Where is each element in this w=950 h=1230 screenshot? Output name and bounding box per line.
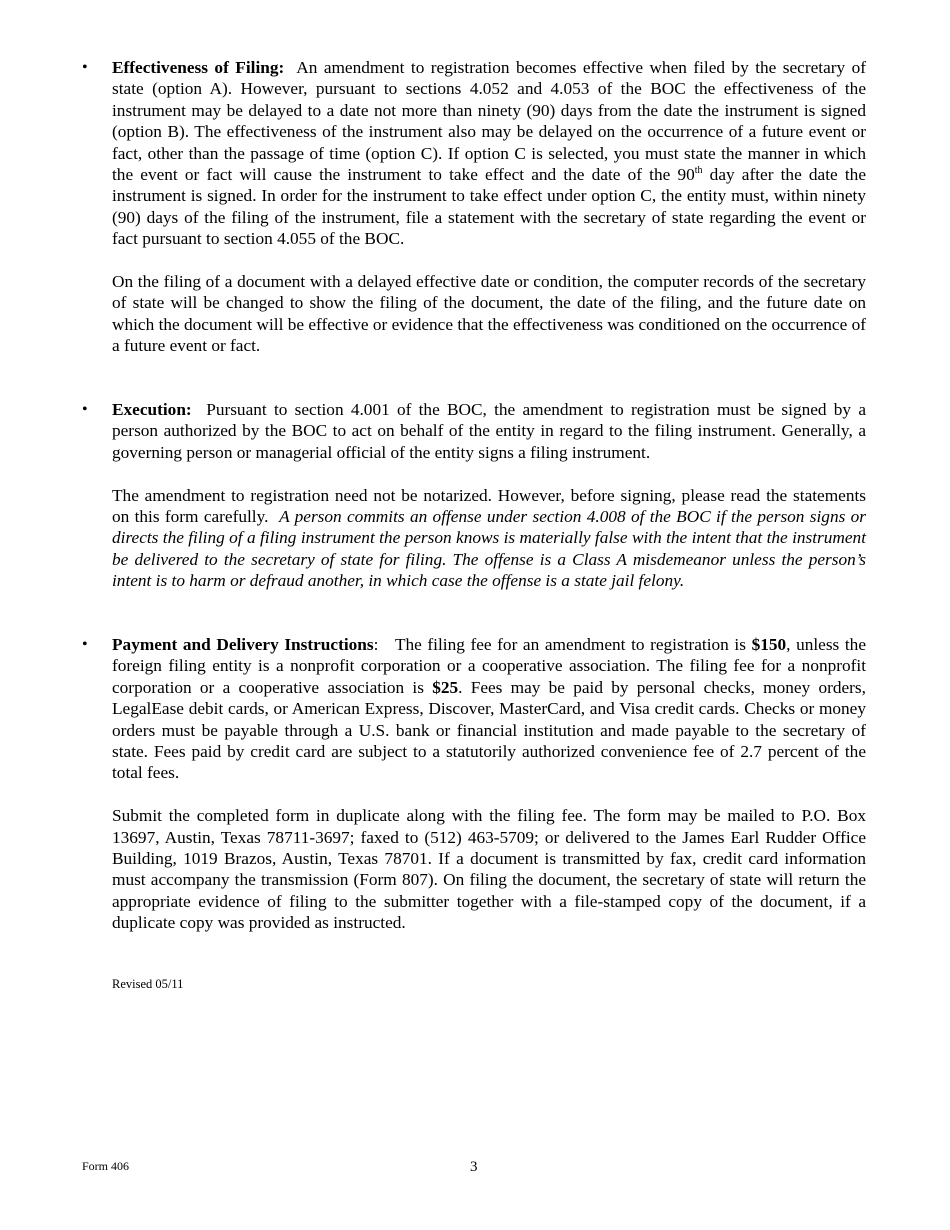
execution-paragraph-2 [112,485,866,592]
bullet: • [82,59,88,76]
effectiveness-paragraph-1 [112,57,866,250]
bullet: • [82,401,88,418]
revision-date: Revised 05/11 [112,977,184,991]
section-payment [82,634,866,934]
fee-nonprofit: $25 [432,677,459,697]
effectiveness-text-a: An amendment to registration becomes effective when filed by the secretary of state (option A). However, pursuant to sections 4.052 and 4.053 of the BOC the effectiveness of the instrument may be delayed to a date not more than ninety (90) days from the date the instrument is signed (option B). The effectiveness of the instrument also may be delayed on the occurrence of a future event or fact, other than the passage of time (option C). If option C is selected, you must state the manner in which the event or fact will cause the instrument to take effect and the date of the 90 [112,58,867,185]
effectiveness-text-b: day after the date the instrument is signed. In order for the instrument to take effect under option C, the entity must, within ninety (90) days of the filing of the instrument, file a statement with the secretary of state regarding the event or fact pursuant to section 4.055 of the BOC. [112,165,866,249]
ordinal-suffix: th [694,165,703,177]
effectiveness-heading: Effectiveness of Filing: [112,58,285,77]
payment-text-c: . Fees may be paid by personal checks, money orders, LegalEase debit cards, or American Express, Discover, MasterCard, and Visa credit cards. Checks or money orders must be payable through a U.S. bank or financial institution and made payable to the secretary of state. Fees paid by credit card are subject to a statutorily authorized convenience fee of 2.7 percent of the total fees. [112,677,866,783]
execution-notarize-text: The amendment to registration need not be notarized. However, before signing, please read the statements on this form carefully. [112,485,866,527]
payment-text-a: The filing fee for an amendment to registration is [394,635,746,654]
effectiveness-paragraph-2: On the filing of a document with a delayed effective date or condition, the computer records of the secretary of state will be changed to show the filing of the document, the date of the filing, and the future date on which the document will be effective or evidence that the effectiveness was conditioned on the occurrence of a future event or fact. [112,272,866,356]
heading-colon: : [373,635,379,654]
execution-heading: Execution: [112,400,192,419]
payment-paragraph-1 [112,634,866,784]
offense-warning: A person commits an offense under section 4.008 of the BOC if the person signs or directs the filing of a filing instrument the person knows is materially false with the intent that the instrument be delivered to the secretary of state for filing. The offense is a Class A misdemeanor unless the person’s intent is to harm or defraud another, in which case the offense is a state jail felony. [112,507,867,591]
execution-text: Pursuant to section 4.001 of the BOC, the amendment to registration must be signed by a person authorized by the BOC to act on behalf of the entity in regard to the filing instrument. Generally, a governing person or managerial official of the entity signs a filing instrument. [112,400,866,462]
bullet: • [82,636,88,653]
section-effectiveness [82,57,866,357]
payment-paragraph-2: Submit the completed form in duplicate along with the filing fee. The form may be mailed to P.O. Box 13697, Austin, Texas 78711-3697; faxed to (512) 463-5709; or delivered to the James Earl Rudder Office Building, 1019 Brazos, Austin, Texas 78701. If a document is transmitted by fax, credit card information must accompany the transmission (Form 807). On filing the document, the secretary of state will return the appropriate evidence of filing to the submitter together with a file-stamped copy of the document, if a duplicate copy was provided as instructed. [112,806,866,933]
page-number: 3 [470,1159,478,1175]
section-execution [82,399,866,592]
execution-paragraph-1 [112,399,866,463]
payment-text-b: , unless the foreign filing entity is a nonprofit corporation or a cooperative association. The filing fee for a nonprofit corporation or a cooperative association is [112,635,866,697]
fee-standard: $150 [751,635,787,654]
payment-heading: Payment and Delivery Instructions [112,635,374,654]
form-number: Form 406 [82,1159,130,1173]
